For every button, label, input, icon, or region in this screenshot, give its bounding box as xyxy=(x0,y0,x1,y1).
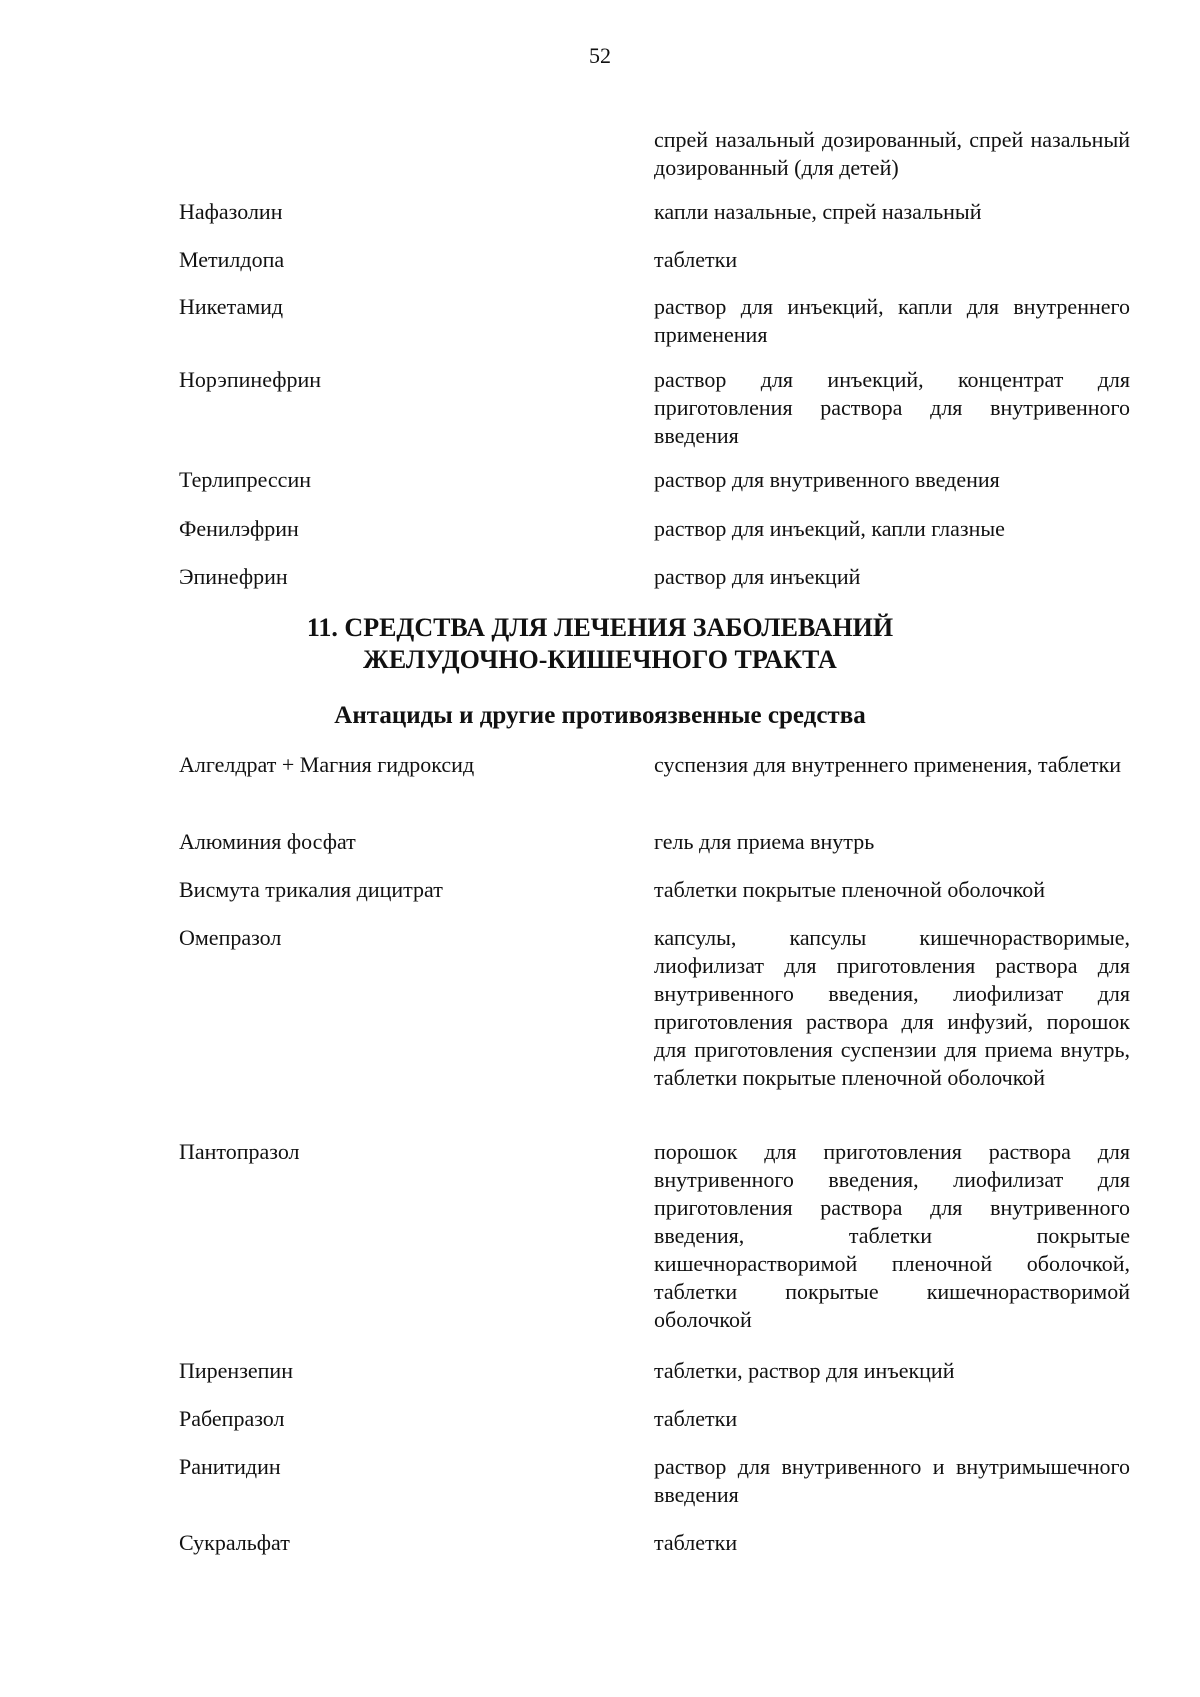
section-title-line: 11. СРЕДСТВА ДЛЯ ЛЕЧЕНИЯ ЗАБОЛЕВАНИЙ xyxy=(306,613,894,642)
drug-form: капли назальные, спрей назальный xyxy=(654,199,982,224)
drug-name: Алюминия фосфат xyxy=(179,829,356,854)
drug-form: таблетки xyxy=(654,247,738,272)
drug-name: Омепразол xyxy=(179,925,282,950)
drug-form: раствор для инъекций, капли для внутреннего применения xyxy=(654,294,1130,347)
drug-name: Никетамид xyxy=(179,294,284,319)
drug-name: Терлипрессин xyxy=(179,467,311,492)
drug-name: Метилдопа xyxy=(179,247,285,272)
drug-form: таблетки xyxy=(654,1530,738,1555)
drug-name: Норэпинефрин xyxy=(179,367,322,392)
drug-form: таблетки xyxy=(654,1406,738,1431)
drug-name: Пирензепин xyxy=(179,1358,293,1383)
drug-name: Рабепразол xyxy=(179,1406,285,1431)
drug-name: Нафазолин xyxy=(179,199,283,224)
drug-form: гель для приема внутрь xyxy=(654,829,875,854)
drug-name: Ранитидин xyxy=(179,1454,281,1479)
drug-form: таблетки, раствор для инъекций xyxy=(654,1358,955,1383)
drug-form: капсулы, капсулы кишечнорастворимые, лиофилизат для приготовления раствора для внутривенного введения, лиофилизат для приготовления раствора для инфузий, порошок для приготовления суспензии для приема внутрь, таблетки покрытые пленочной оболочкой xyxy=(654,925,1130,1090)
drug-name: Пантопразол xyxy=(179,1139,300,1164)
drug-name: Висмута трикалия дицитрат xyxy=(179,877,443,902)
drug-form: раствор для инъекций, капли глазные xyxy=(654,516,1005,541)
drug-form: спрей назальный дозированный, спрей назальный дозированный (для детей) xyxy=(654,127,1130,180)
subsection-title: Антациды и другие противоязвенные средства xyxy=(334,702,866,729)
section-title-line: ЖЕЛУДОЧНО-КИШЕЧНОГО ТРАКТА xyxy=(363,645,837,674)
page-number: 52 xyxy=(589,43,611,68)
drug-form: суспензия для внутреннего применения, таблетки xyxy=(654,752,1122,777)
section-title xyxy=(0,612,1200,676)
drug-form: раствор для инъекций xyxy=(654,564,861,589)
drug-form: раствор для внутривенного введения xyxy=(654,467,1000,492)
drug-name: Фенилэфрин xyxy=(179,516,299,541)
drug-name: Алгелдрат + Магния гидроксид xyxy=(179,752,475,777)
drug-form: таблетки покрытые пленочной оболочкой xyxy=(654,877,1046,902)
drug-name: Эпинефрин xyxy=(179,564,288,589)
drug-form: порошок для приготовления раствора для внутривенного введения, лиофилизат для приготовления раствора для внутривенного введения, таблетки покрытые кишечнорастворимой пленочной оболочкой, таблетки покрытые кишечнорастворимой оболочкой xyxy=(654,1139,1130,1332)
drug-form: раствор для внутривенного и внутримышечного введения xyxy=(654,1454,1130,1507)
drug-name: Сукральфат xyxy=(179,1530,290,1555)
drug-form: раствор для инъекций, концентрат для приготовления раствора для внутривенного введения xyxy=(654,367,1130,448)
